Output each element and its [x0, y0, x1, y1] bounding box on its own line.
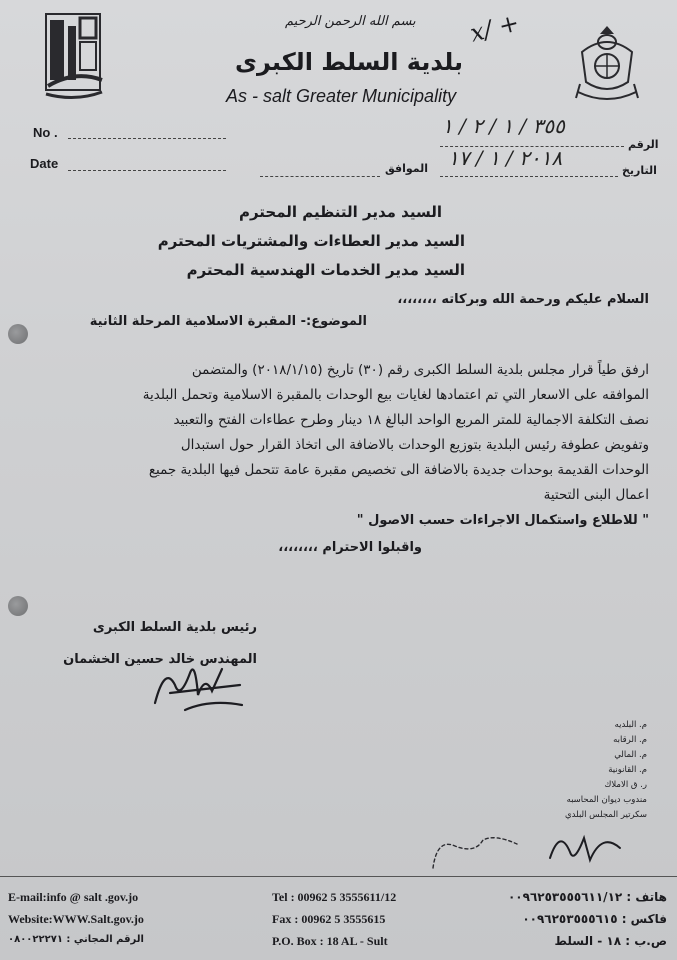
addressee-3: السيد مدير الخدمات الهندسية المحترم	[186, 261, 465, 279]
handwritten-flourish	[425, 832, 525, 876]
body-line-1: ارفق طياً قرار مجلس بلدية السلط الكبرى رقم (٣٠) تاريخ (٢٠١٨/١/١٥) والمتضمن	[191, 362, 649, 378]
cc-item-3: م. المالي	[614, 750, 647, 760]
footer-tel-ar: هاتف : ٠٠٩٦٢٥٣٥٥٥٦١١/١٢	[507, 890, 667, 904]
jordan-emblem-logo	[572, 22, 642, 108]
date-label: Date	[30, 156, 59, 171]
footer-pobox: P.O. Box : 18 AL - Sult	[272, 934, 388, 948]
cc-item-7: سكرتير المجلس البلدي	[565, 810, 647, 820]
footer-email: E-mail:info @ salt .gov.jo	[8, 890, 139, 904]
addressee-1: السيد مدير التنظيم المحترم	[238, 203, 442, 221]
body-line-3: نصف التكلفة الاجمالية للمتر المربع الواحد البالغ ١٨ دينار وطرح عطاءات الفتح والتعبيد	[173, 412, 649, 428]
handwritten-corner-mark: x/ +	[467, 8, 523, 48]
municipality-name-en: As - salt Greater Municipality	[226, 86, 457, 106]
punch-hole-top	[8, 324, 28, 344]
date-line-ar	[440, 176, 618, 177]
closing-line: واقبلوا الاحترام ،،،،،،،،	[278, 540, 422, 555]
cc-item-2: م. الرقابه	[613, 735, 647, 745]
number-line	[68, 138, 226, 139]
footer-divider	[0, 876, 677, 877]
footer-tel: Tel : 00962 5 3555611/12	[272, 890, 397, 904]
cc-item-1: م. البلديه	[614, 720, 647, 730]
body-line-6: اعمال البنى التحتية	[543, 487, 649, 503]
subject: الموضوع:- المقبرة الاسلامية المرحلة الثانية	[89, 314, 367, 329]
municipality-name-ar: بلدية السلط الكبرى	[235, 48, 464, 76]
handwritten-signature	[150, 655, 250, 715]
punch-hole-bottom	[8, 596, 28, 616]
footer-website: Website:WWW.Salt.gov.jo	[8, 912, 144, 926]
footer-fax: Fax : 00962 5 3555615	[272, 912, 386, 926]
cc-item-4: م. القانونية	[608, 765, 647, 775]
date-label-ar: التاريخ	[622, 164, 657, 177]
footer-free-number: الرقم المجاني : ٠٨٠٠٢٢٢٧١	[8, 934, 144, 945]
footer-fax-ar: فاكس : ٠٠٩٦٢٥٣٥٥٥٦١٥	[522, 912, 667, 926]
signatory-title: رئيس بلدية السلط الكبرى	[92, 620, 257, 635]
date-line	[68, 170, 226, 171]
greeting: السلام عليكم ورحمة الله وبركاته ،،،،،،،،	[397, 292, 649, 307]
body-line-4: وتفويض عطوفة رئيس البلدية بتوزيع الوحدات بالاضافة الى اتخاذ القرار حول استبدال	[180, 437, 649, 453]
corresponding-label-ar: الموافق	[385, 162, 429, 175]
date-handwritten: ٢٠١٨ / ١ / ١٧	[448, 146, 563, 170]
body-line-2: الموافقه على الاسعار التي تم اعتمادها لغايات بيع الوحدات بالمقبرة الاسلامية وتحمل البلدية	[142, 387, 649, 403]
footer-pobox-ar: ص.ب : ١٨ - السلط	[554, 934, 667, 948]
instruction-line: " للاطلاع واستكمال الاجراءات حسب الاصول "	[356, 513, 649, 528]
signatory-name: المهندس خالد حسين الخشمان	[63, 652, 257, 667]
salt-municipality-logo	[40, 10, 110, 100]
number-label: No .	[33, 125, 58, 140]
ref-label-ar: الرقم	[628, 138, 659, 151]
body-line-5: الوحدات القديمة بوحدات جديدة بالاضافة الى تخصيص مقبرة عامة تتحمل فيها البلدية جميع	[148, 462, 649, 478]
ref-number-handwritten: ٣٥٥ / ١ / ٢ / ١	[442, 114, 565, 138]
cc-item-6: مندوب ديوان المحاسبه	[566, 795, 647, 805]
cc-item-5: ر. ق الاملاك	[604, 780, 647, 790]
handwritten-initials	[540, 808, 630, 872]
corresponding-line	[260, 176, 380, 177]
addressee-2: السيد مدير العطاءات والمشتريات المحترم	[157, 232, 465, 250]
basmala: بسم الله الرحمن الرحيم	[285, 14, 416, 29]
